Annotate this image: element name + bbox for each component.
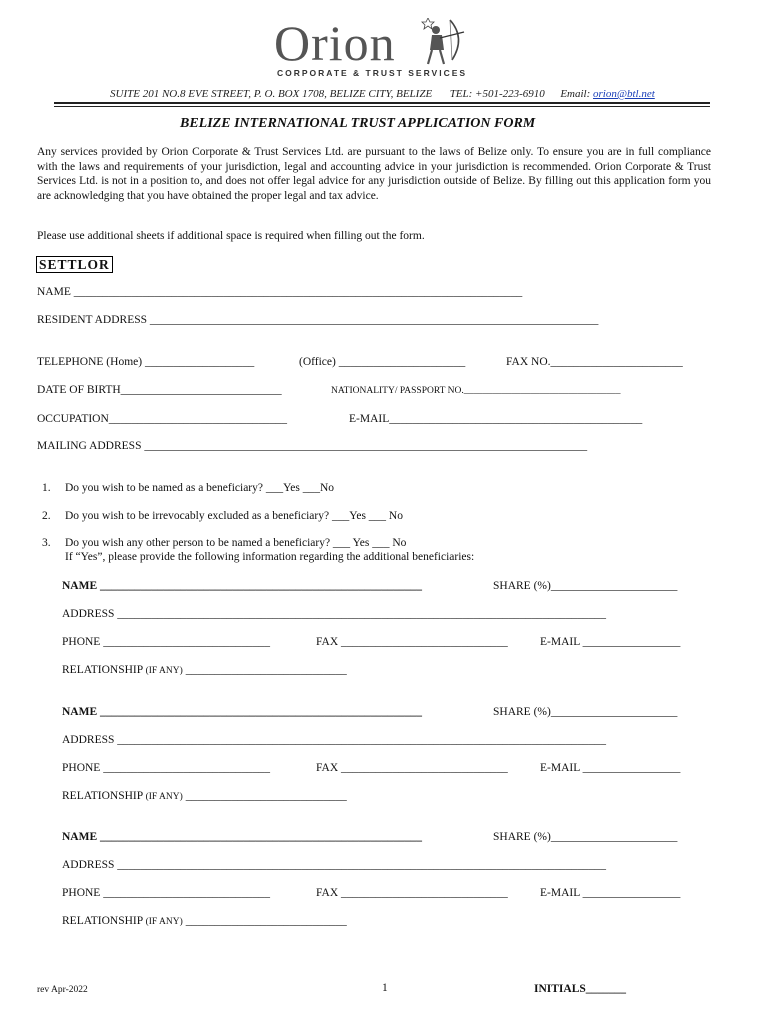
form-title: BELIZE INTERNATIONAL TRUST APPLICATION FORM [180, 116, 536, 131]
settlor-dob-field[interactable]: DATE OF BIRTH____________________________ [37, 384, 282, 396]
question-3-number: 3. [42, 537, 51, 549]
question-2-number: 2. [42, 510, 51, 522]
logo-subtitle: CORPORATE & TRUST SERVICES [277, 68, 468, 78]
beneficiary-3-relationship-field[interactable]: RELATIONSHIP (IF ANY) ____________________________ [62, 915, 347, 927]
beneficiary-3-share-field[interactable]: SHARE (%)______________________ [493, 831, 678, 843]
additional-sheets-note: Please use additional sheets if additional space is required when filling out the form. [37, 230, 425, 242]
beneficiary-1-phone-field[interactable]: PHONE _____________________________ [62, 636, 270, 648]
page-number: 1 [382, 982, 388, 994]
settlor-email-field[interactable]: E-MAIL____________________________________________ [349, 413, 643, 425]
company-logo [272, 15, 472, 82]
question-2-text[interactable]: Do you wish to be irrevocably excluded as a beneficiary? ___Yes ___ No [65, 510, 403, 522]
beneficiary-2-email-field[interactable]: E-MAIL _________________ [540, 762, 681, 774]
beneficiary-2-share-field[interactable]: SHARE (%)______________________ [493, 706, 678, 718]
beneficiary-2-relationship-field[interactable]: RELATIONSHIP (IF ANY) ____________________________ [62, 790, 347, 802]
question-1-text[interactable]: Do you wish to be named as a beneficiary? ___Yes ___No [65, 482, 335, 494]
settlor-occupation-field[interactable]: OCCUPATION_______________________________ [37, 413, 288, 425]
beneficiary-3-phone-field[interactable]: PHONE _____________________________ [62, 887, 270, 899]
company-address [110, 88, 655, 100]
beneficiary-2-fax-field[interactable]: FAX _____________________________ [316, 762, 508, 774]
email-link[interactable]: orion@btl.net [593, 88, 655, 100]
beneficiary-2-phone-field[interactable]: PHONE _____________________________ [62, 762, 270, 774]
beneficiary-1-share-field[interactable]: SHARE (%)______________________ [493, 580, 678, 592]
question-3-text[interactable]: Do you wish any other person to be named a beneficiary? ___ Yes ___ No [65, 537, 407, 549]
settlor-name-field[interactable]: NAME ______________________________________________________________________________ [37, 286, 523, 298]
revision-label: rev Apr-2022 [37, 985, 88, 995]
email-label: Email: [560, 88, 591, 100]
settlor-fax-field[interactable]: FAX NO._______________________ [506, 356, 683, 368]
settlor-nationality-field[interactable]: NATIONALITY/ PASSPORT NO._________________________________ [331, 386, 621, 396]
beneficiary-3-email-field[interactable]: E-MAIL _________________ [540, 887, 681, 899]
initials-field[interactable]: INITIALS_______ [534, 983, 627, 995]
intro-paragraph: Any services provided by Orion Corporate & Trust Services Ltd. are pursuant to the laws of Belize only. To ensure you are in full compliance with the laws and requirements of your jurisdiction, legal and accounting advice in your jurisdiction is recommended. Orion Corporate & Trust Services Ltd. is not in a position to, and does not offer legal advice for any jurisdiction outside of Belize. By filling out this application form you are acknowledging that you have obtained the proper legal and tax advice. [37, 146, 711, 202]
question-1-number: 1. [42, 482, 51, 494]
question-3-subtext: If “Yes”, please provide the following information regarding the additional beneficiaries: [65, 551, 475, 563]
beneficiary-1-fax-field[interactable]: FAX _____________________________ [316, 636, 508, 648]
beneficiary-2-address-field[interactable]: ADDRESS _____________________________________________________________________________________ [62, 734, 607, 746]
settlor-mailing-address-field[interactable]: MAILING ADDRESS _____________________________________________________________________________ [37, 440, 588, 452]
beneficiary-1-relationship-field[interactable]: RELATIONSHIP (IF ANY) ____________________________ [62, 664, 347, 676]
settlor-resident-address-field[interactable]: RESIDENT ADDRESS ______________________________________________________________________________ [37, 314, 599, 326]
beneficiary-1-name-label[interactable]: NAME ________________________________________________________ [62, 580, 423, 592]
address-text: SUITE 201 NO.8 EVE STREET, P. O. BOX 1708, BELIZE CITY, BELIZE [110, 88, 433, 100]
beneficiary-3-address-field[interactable]: ADDRESS _____________________________________________________________________________________ [62, 859, 607, 871]
header-rule-thick [54, 102, 710, 104]
archer-icon [420, 18, 470, 70]
settlor-telephone-home-field[interactable]: TELEPHONE (Home) ___________________ [37, 356, 255, 368]
beneficiary-3-fax-field[interactable]: FAX _____________________________ [316, 887, 508, 899]
settlor-telephone-office-field[interactable]: (Office) ______________________ [299, 356, 466, 368]
logo-word: Orion [274, 15, 396, 71]
beneficiary-1-email-field[interactable]: E-MAIL _________________ [540, 636, 681, 648]
header-rule-thin [54, 106, 710, 107]
beneficiary-1-address-field[interactable]: ADDRESS _____________________________________________________________________________________ [62, 608, 607, 620]
telephone-text: TEL: +501-223-6910 [449, 88, 545, 100]
beneficiary-2-name-label[interactable]: NAME ________________________________________________________ [62, 706, 423, 718]
beneficiary-3-name-label[interactable]: NAME ________________________________________________________ [62, 831, 423, 843]
settlor-heading: SETTLOR [36, 256, 113, 273]
